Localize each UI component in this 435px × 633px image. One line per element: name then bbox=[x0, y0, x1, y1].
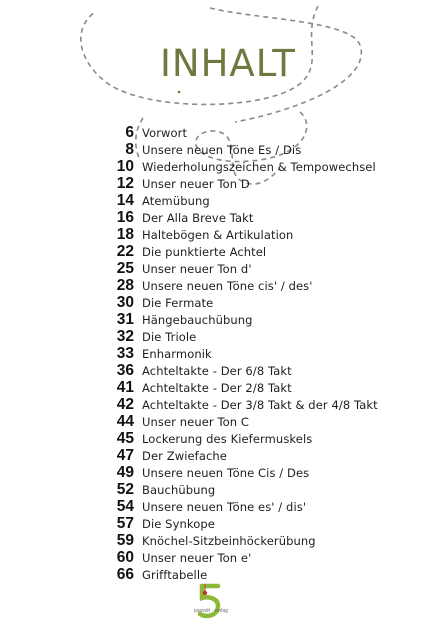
toc-entry bbox=[90, 413, 378, 430]
toc-entry bbox=[90, 209, 378, 226]
toc-entry bbox=[90, 379, 378, 396]
toc-entry-title: Die Fermate bbox=[142, 296, 214, 310]
logo-mark-icon bbox=[172, 578, 250, 626]
toc-page-number: 14 bbox=[116, 192, 134, 209]
toc-entry bbox=[90, 124, 378, 141]
publisher-name: pasvolt · verlag bbox=[194, 608, 228, 614]
toc-entry bbox=[90, 277, 378, 294]
toc-entry-title: Der Zwiefache bbox=[142, 449, 227, 463]
toc-entry bbox=[90, 515, 378, 532]
toc-entry bbox=[90, 311, 378, 328]
toc-entry bbox=[90, 260, 378, 277]
toc-page-number: 6 bbox=[125, 124, 134, 141]
toc-page-number: 33 bbox=[116, 345, 134, 362]
toc-entry-title: Achteltakte - Der 2/8 Takt bbox=[142, 381, 292, 395]
toc-entry bbox=[90, 192, 378, 209]
toc-entry-title: Die Synkope bbox=[142, 517, 215, 531]
toc-page-number: 16 bbox=[116, 209, 134, 226]
toc-page-number: 32 bbox=[116, 328, 134, 345]
toc-entry bbox=[90, 396, 378, 413]
toc-entry-title: Unser neuer Ton C bbox=[142, 415, 250, 429]
toc-entry-title: Die Triole bbox=[142, 330, 197, 344]
toc-page-number: 42 bbox=[116, 396, 134, 413]
toc-page-number: 12 bbox=[116, 175, 134, 192]
toc-page-number: 54 bbox=[116, 498, 134, 515]
publisher-logo bbox=[172, 578, 250, 626]
toc-page-number: 47 bbox=[116, 447, 134, 464]
toc-entry-title: Hängebauchübung bbox=[142, 313, 253, 327]
toc-entry-title: Unser neuer Ton d' bbox=[142, 262, 252, 276]
toc-entry-title: Achteltakte - Der 3/8 Takt & der 4/8 Takt bbox=[142, 398, 378, 412]
toc-page-number: 41 bbox=[116, 379, 134, 396]
toc-entry bbox=[90, 226, 378, 243]
toc-page-number: 45 bbox=[116, 430, 134, 447]
toc-page-number: 52 bbox=[116, 481, 134, 498]
toc-entry-title: Vorwort bbox=[142, 126, 188, 140]
toc-entry-title: Unser neuer Ton D bbox=[142, 177, 250, 191]
toc-entry bbox=[90, 498, 378, 515]
toc-entry bbox=[90, 549, 378, 566]
toc-entry-title: Unser neuer Ton e' bbox=[142, 551, 252, 565]
toc-entry-title: Unsere neuen Töne cis' / des' bbox=[142, 279, 313, 293]
toc-page-number: 60 bbox=[116, 549, 134, 566]
toc-entry-title: Grifftabelle bbox=[142, 568, 208, 582]
toc-page-number: 31 bbox=[116, 311, 134, 328]
toc-page-number: 10 bbox=[116, 158, 134, 175]
table-of-contents bbox=[90, 124, 378, 583]
toc-page-number: 66 bbox=[116, 566, 134, 583]
toc-entry-title: Knöchel-Sitzbeinhöckerübung bbox=[142, 534, 316, 548]
toc-entry-title: Wiederholungszeichen & Tempowechsel bbox=[142, 160, 376, 174]
toc-entry-title: Achteltakte - Der 6/8 Takt bbox=[142, 364, 292, 378]
toc-page-number: 30 bbox=[116, 294, 134, 311]
toc-entry bbox=[90, 328, 378, 345]
toc-entry bbox=[90, 175, 378, 192]
toc-entry-title: Unsere neuen Töne Cis / Des bbox=[142, 466, 310, 480]
toc-page-number: 59 bbox=[116, 532, 134, 549]
toc-page-number: 28 bbox=[116, 277, 134, 294]
toc-entry-title: Die punktierte Achtel bbox=[142, 245, 267, 259]
toc-page-number: 36 bbox=[116, 362, 134, 379]
toc-entry-title: Bauchübung bbox=[142, 483, 216, 497]
toc-page-number: 22 bbox=[116, 243, 134, 260]
toc-entry-title: Unsere neuen Töne Es / Dis bbox=[142, 143, 302, 157]
toc-page-number: 57 bbox=[116, 515, 134, 532]
toc-page-number: 49 bbox=[116, 464, 134, 481]
toc-entry-title: Atemübung bbox=[142, 194, 210, 208]
toc-page-number: 25 bbox=[116, 260, 134, 277]
toc-entry bbox=[90, 243, 378, 260]
toc-entry bbox=[90, 141, 378, 158]
toc-page-number: 18 bbox=[116, 226, 134, 243]
toc-entry bbox=[90, 481, 378, 498]
toc-entry bbox=[90, 362, 378, 379]
toc-entry-title: Lockerung des Kiefermuskels bbox=[142, 432, 313, 446]
toc-entry-title: Enharmonik bbox=[142, 347, 212, 361]
toc-page-number: 8 bbox=[125, 141, 134, 158]
toc-entry-title: Unsere neuen Töne es' / dis' bbox=[142, 500, 307, 514]
toc-entry-title: Haltebögen & Artikulation bbox=[142, 228, 294, 242]
toc-entry bbox=[90, 447, 378, 464]
toc-entry-title: Der Alla Breve Takt bbox=[142, 211, 254, 225]
toc-entry bbox=[90, 294, 378, 311]
toc-entry bbox=[90, 532, 378, 549]
toc-entry bbox=[90, 430, 378, 447]
toc-page-number: 44 bbox=[116, 413, 134, 430]
page-title: INHALT bbox=[160, 42, 296, 85]
toc-entry bbox=[90, 464, 378, 481]
toc-entry bbox=[90, 158, 378, 175]
toc-entry bbox=[90, 345, 378, 362]
